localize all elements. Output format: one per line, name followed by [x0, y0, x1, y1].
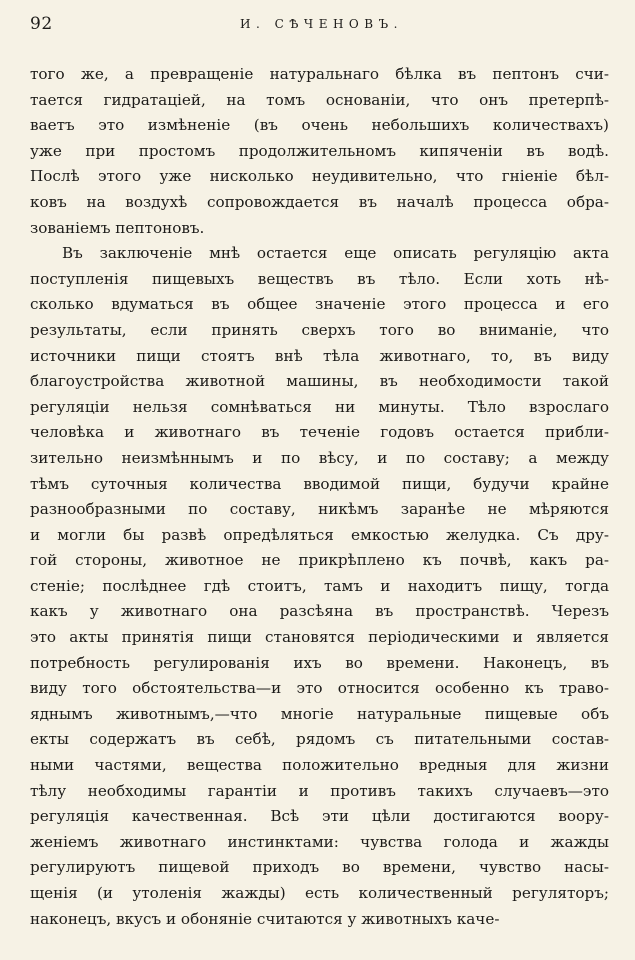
text-line: потребность регулированія ихъ во времени. Наконецъ, въ — [30, 653, 609, 672]
text-line: тается гидратаціей, на томъ основаніи, что онъ претерпѣ- — [30, 90, 609, 109]
text-line: и могли бы развѣ опредѣляться емкостью желудка. Съ дру- — [30, 525, 609, 544]
text-line: щенія (и утоленія жажды) есть количественный регуляторъ; — [30, 884, 609, 902]
text-line: поступленія пищевыхъ веществъ въ тѣло. Если хоть нѣ- — [30, 269, 609, 288]
text-line: екты содержатъ въ себѣ, рядомъ съ питательными состав- — [30, 730, 609, 749]
text-line: ковъ на воздухѣ сопровождается въ началѣ процесса обра- — [30, 192, 609, 211]
text-line: наконецъ, вкусъ и обоняніе считаются у животныхъ каче- — [30, 909, 500, 928]
text-line: зительно неизмѣннымъ и по вѣсу, и по составу; а между — [30, 448, 609, 467]
running-title: И. СѢЧЕНОВЪ. — [240, 17, 403, 31]
text-line: яднымъ животнымъ,—что многіе натуральные пищевые объ — [30, 704, 609, 723]
running-head — [30, 14, 608, 40]
text-line: какъ у животнаго она разсѣяна въ пространствѣ. Черезъ — [30, 602, 609, 621]
text-line: Въ заключеніе мнѣ остается еще описать регуляцію акта — [62, 244, 609, 263]
text-line: это акты принятія пищи становятся періодическими и является — [30, 628, 609, 647]
text-line: тѣлу необходимы гарантіи и противъ такихъ случаевъ—это — [30, 781, 609, 800]
text-line: гой стороны, животное не прикрѣплено къ почвѣ, какъ ра- — [30, 551, 609, 570]
body-text — [30, 62, 609, 932]
text-line: стеніе; послѣднее гдѣ стоитъ, тамъ и находитъ пищу, тогда — [30, 576, 609, 595]
text-line: зованіемъ пептоновъ. — [30, 218, 205, 237]
text-line: сколько вдуматься въ общее значеніе этого процесса и его — [30, 295, 609, 314]
text-line: ваетъ это измѣненіе (въ очень небольшихъ количествахъ) — [30, 116, 609, 135]
paragraph — [30, 62, 609, 241]
text-line: благоустройства животной машины, въ необходимости такой — [30, 372, 609, 391]
text-line: уже при простомъ продолжительномъ кипяченіи въ водѣ. — [30, 141, 609, 160]
page-number: 92 — [30, 14, 53, 34]
text-line: источники пищи стоятъ внѣ тѣла животнаго, то, въ виду — [30, 346, 609, 365]
text-line: результаты, если принять сверхъ того во вниманіе, что — [30, 320, 609, 339]
text-line: тѣмъ суточныя количества вводимой пищи, будучи крайне — [30, 474, 609, 493]
text-line: человѣка и животнаго въ теченіе годовъ остается прибли- — [30, 423, 609, 442]
text-line: регуляція качественная. Всѣ эти цѣли достигаются воору- — [30, 807, 609, 826]
text-line: женіемъ животнаго инстинктами: чувства голода и жажды — [30, 832, 609, 851]
text-line: виду того обстоятельства—и это относится особенно къ траво- — [30, 679, 609, 698]
text-line: регуляціи нельзя сомнѣваться ни минуты. Тѣло взрослаго — [30, 397, 609, 416]
text-line: разнообразными по составу, никѣмъ заранѣе не мѣряются — [30, 500, 609, 519]
text-line: регулируютъ пищевой приходъ во времени, чувство насы- — [30, 858, 609, 877]
text-line: того же, а превращеніе натуральнаго бѣлка въ пептонъ счи- — [30, 65, 609, 83]
text-line: ными частями, вещества положительно вредныя для жизни — [30, 756, 609, 775]
paragraph — [30, 241, 609, 932]
text-line: Послѣ этого уже нисколько неудивительно, что гніеніе бѣл- — [30, 167, 609, 186]
